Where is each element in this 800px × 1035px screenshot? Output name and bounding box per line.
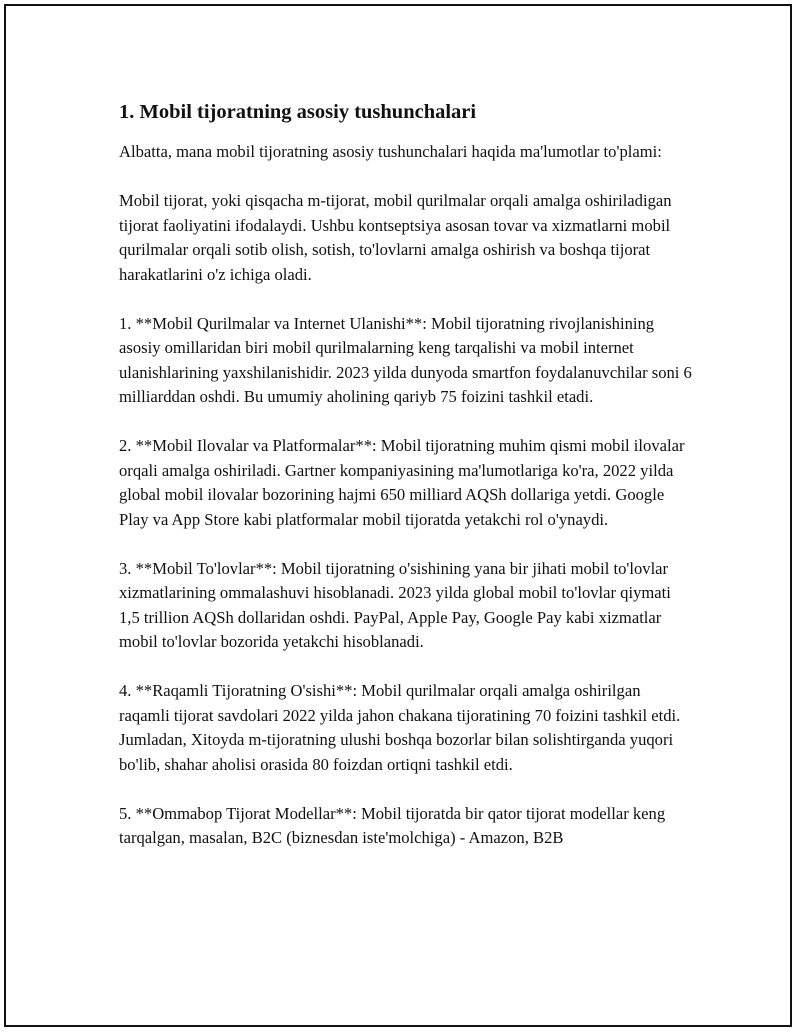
point-2-paragraph: 2. **Mobil Ilovalar va Platformalar**: Mobil tijoratning muhim qismi mobil ilovalar orqali amalga oshiriladi. Gartner kompaniyasining ma'lumotlariga ko'ra, 2022 yilda global mobil ilovalar bozorining hajmi 650 milliard AQSh dollariga yetdi. Google Play va App Store kabi platformalar mobil tijoratda yetakchi rol o'ynaydi. bbox=[119, 436, 685, 529]
point-3-paragraph: 3. **Mobil To'lovlar**: Mobil tijoratning o'sishining yana bir jihati mobil to'lovlar xizmatlarining ommalashuvi hisoblanadi. 2023 yilda global mobil to'lovlar qiymati 1,5 trillion AQSh dollaridan oshdi. PayPal, Apple Pay, Google Pay kabi xizmatlar mobil to'lovlar bozorida yetakchi hisoblanadi. bbox=[119, 558, 671, 651]
point-4-paragraph: 4. **Raqamli Tijoratning O'sishi**: Mobil qurilmalar orqali amalga oshirilgan raqamli tijorat savdolari 2022 yilda jahon chakana tijoratining 70 foizini tashkil etdi. Jumladan, Xitoyda m-tijoratning ulushi boshqa bozorlar bilan solishtirganda yuqori bo'lib, shahar aholisi orasida 80 foizdan ortiqni tashkil etdi. bbox=[119, 681, 681, 774]
page-frame bbox=[4, 4, 792, 1027]
intro-paragraph: Albatta, mana mobil tijoratning asosiy tushunchalari haqida ma'lumotlar to'plami: bbox=[119, 142, 662, 161]
definition-paragraph: Mobil tijorat, yoki qisqacha m-tijorat, mobil qurilmalar orqali amalga oshiriladigan tijorat faoliyatini ifodalaydi. Ushbu kontseptsiya asosan tovar va xizmatlarni mobil qurilmalar orqali sotib olish, sotish, to'lovlarni amalga oshirish va boshqa tijorat harakatlarini o'z ichiga oladi. bbox=[119, 191, 672, 284]
document-title: 1. Mobil tijoratning asosiy tushunchalari bbox=[119, 101, 477, 123]
document-body bbox=[119, 98, 694, 875]
point-5-paragraph: 5. **Ommabop Tijorat Modellar**: Mobil tijoratda bir qator tijorat modellar keng tarqalgan, masalan, B2C (biznesdan iste'molchiga) - Amazon, B2B bbox=[119, 803, 666, 847]
point-1-paragraph: 1. **Mobil Qurilmalar va Internet Ulanishi**: Mobil tijoratning rivojlanishining asosiy omillaridan biri mobil qurilmalarning keng tarqalishi va mobil internet ulanishlarining yaxshilanishidir. 2023 yilda dunyoda smartfon foydalanuvchilar soni 6 milliarddan oshdi. Bu umumiy aholining qariyb 75 foizini tashkil etadi. bbox=[119, 313, 692, 406]
